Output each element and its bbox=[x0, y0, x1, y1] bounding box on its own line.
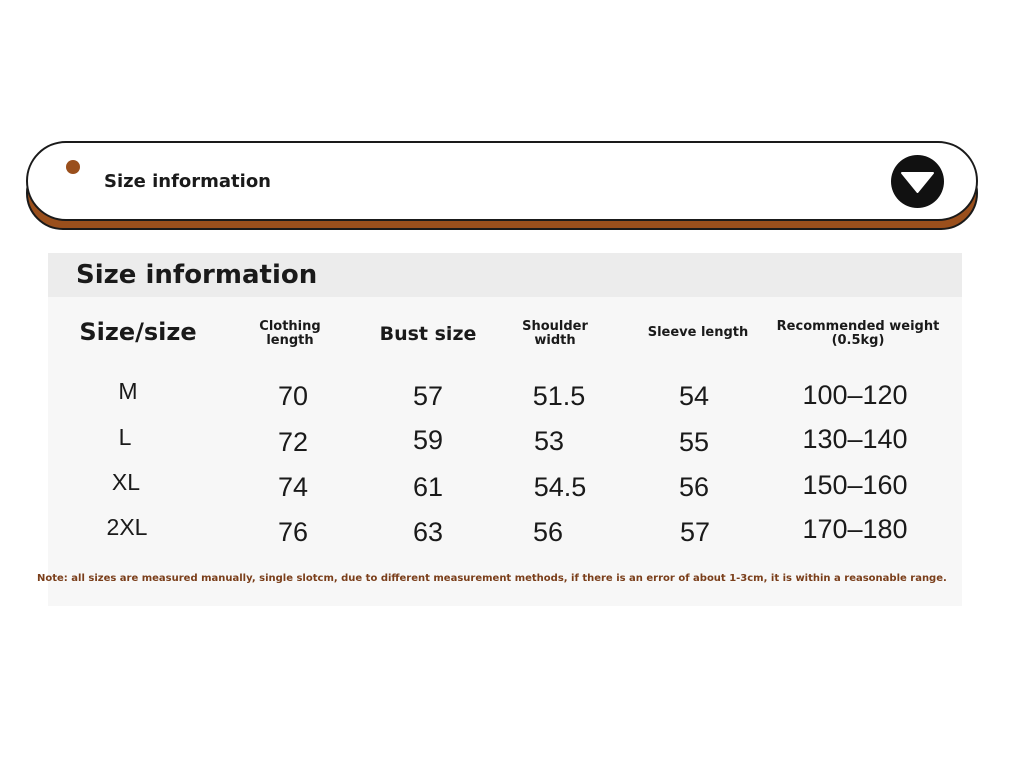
row-2xl-sleeve: 57 bbox=[679, 517, 711, 547]
row-l-bust: 59 bbox=[412, 425, 444, 455]
header-size: Size/size bbox=[79, 318, 197, 346]
header-shoulder-width-line2: width bbox=[534, 333, 576, 348]
header-bust: Bust size bbox=[379, 323, 477, 345]
header-weight-line1: Recommended weight bbox=[776, 319, 940, 334]
header-recommended-weight bbox=[760, 320, 956, 348]
row-xl-shoulder: 54.5 bbox=[533, 472, 587, 502]
row-m-clothing-length: 70 bbox=[277, 381, 309, 411]
row-m-shoulder: 51.5 bbox=[532, 381, 586, 411]
row-m-bust: 57 bbox=[412, 381, 444, 411]
row-l-sleeve: 55 bbox=[678, 427, 710, 457]
panel-header bbox=[48, 253, 962, 297]
row-xl-clothing-length: 74 bbox=[277, 472, 309, 502]
banner-title: Size information bbox=[104, 171, 272, 192]
row-l-shoulder: 53 bbox=[533, 426, 565, 456]
header-sleeve-length: Sleeve length bbox=[647, 325, 749, 340]
header-clothing-length-line1: Clothing bbox=[259, 319, 321, 334]
header-weight-line2: (0.5kg) bbox=[831, 333, 885, 348]
row-xl-size: XL bbox=[111, 469, 141, 495]
row-2xl-shoulder: 56 bbox=[532, 517, 564, 547]
expand-toggle-button[interactable] bbox=[891, 155, 944, 208]
row-2xl-clothing-length: 76 bbox=[277, 517, 309, 547]
header-clothing-length bbox=[240, 320, 340, 348]
chevron-down-icon bbox=[891, 155, 944, 208]
header-clothing-length-line2: length bbox=[266, 333, 314, 348]
row-m-weight: 100–120 bbox=[802, 380, 908, 410]
row-l-clothing-length: 72 bbox=[277, 427, 309, 457]
bullet-dot-icon bbox=[66, 160, 80, 174]
row-xl-bust: 61 bbox=[412, 472, 444, 502]
row-m-size: M bbox=[118, 378, 138, 404]
panel-title: Size information bbox=[76, 260, 318, 290]
row-2xl-weight: 170–180 bbox=[802, 514, 908, 544]
row-m-sleeve: 54 bbox=[678, 381, 710, 411]
header-shoulder-width bbox=[504, 320, 606, 348]
size-table-panel bbox=[48, 253, 962, 606]
row-xl-weight: 150–160 bbox=[802, 470, 908, 500]
measurement-note: Note: all sizes are measured manually, single slotcm, due to different measurement methods, if there is an error of about 1-3cm, it is within a reasonable range. bbox=[37, 573, 947, 584]
header-shoulder-width-line1: Shoulder bbox=[522, 319, 588, 334]
row-2xl-size: 2XL bbox=[106, 514, 148, 540]
row-xl-sleeve: 56 bbox=[678, 472, 710, 502]
row-l-size: L bbox=[118, 424, 132, 450]
row-l-weight: 130–140 bbox=[802, 424, 908, 454]
row-2xl-bust: 63 bbox=[412, 517, 444, 547]
